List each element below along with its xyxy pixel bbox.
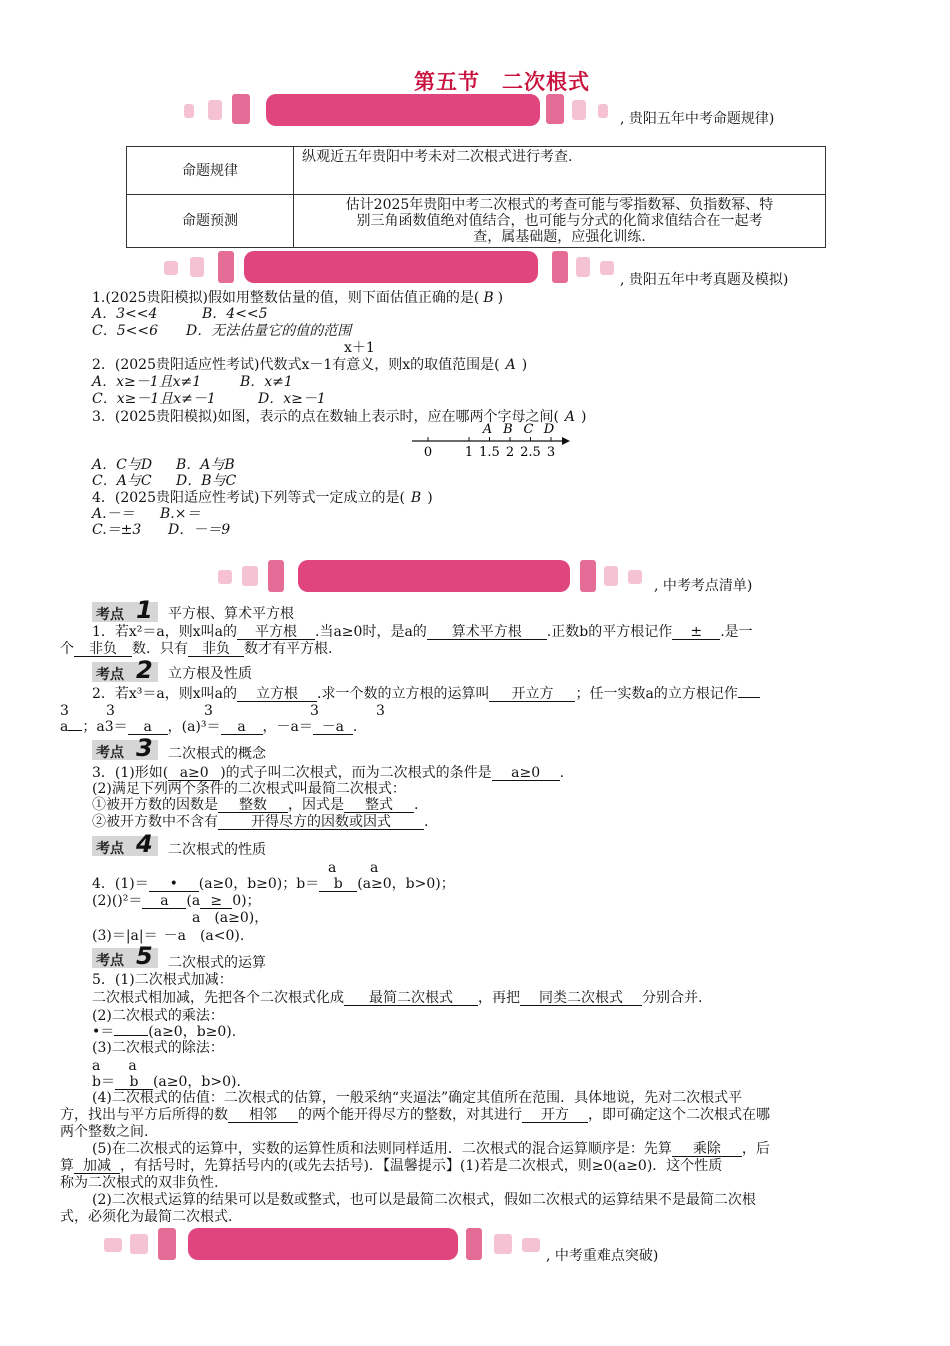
k2-sup-1: 3 <box>60 703 69 719</box>
q1-answer: B <box>483 290 494 306</box>
k2-sup-5: 3 <box>376 703 385 719</box>
question-2: 2．(2025贵阳适应性考试)代数式x－1有意义，则x的取值范围是( A ) <box>92 357 528 373</box>
k4-line-3: a (a≥0)， <box>192 910 269 926</box>
q4-option-d: D．－＝9 <box>168 522 231 538</box>
k3-line-1: 3．(1)形如( a≥0 )的式子叫二次根式，而为二次根式的条件是 a≥0 . <box>92 765 565 781</box>
axis-tick-label: 2.5 <box>520 445 541 460</box>
k5-line-10: 两个整数之间. <box>60 1124 149 1140</box>
axis-point-letter: B <box>503 422 513 437</box>
kaodian-badge-3: 考点 3 <box>92 740 158 760</box>
section-banner-2 <box>160 247 620 287</box>
q2-option-a: A．x≥－1且x≠1 <box>92 374 202 390</box>
k4-line-2: (2)()²＝ a (a ≥ 0)； <box>92 893 261 909</box>
axis-point-letter: D <box>543 422 555 437</box>
rules-body-1: 纵观近五年贵阳中考未对二次根式进行考查. <box>294 147 826 195</box>
k4-line-4: (3)＝|a|＝ －a (a<0). <box>92 928 245 944</box>
section-heading-1: , 贵阳五年中考命题规律) <box>620 111 775 127</box>
k5-line-14: (2)二次根式运算的结果可以是数或整式，也可以是最简二次根式，假如二次根式的运算结果不是最简二次根 <box>92 1192 756 1208</box>
k2-sup-2: 3 <box>106 703 115 719</box>
axis-tick-label: 0 <box>423 445 433 460</box>
section-heading-2: , 贵阳五年中考真题及模拟) <box>620 272 789 288</box>
section-banner-3 <box>214 556 654 596</box>
kaodian-title-1: 平方根、算术平方根 <box>168 606 294 622</box>
k3-line-4: ②被开方数中不含有 开得尽方的因数或因式 . <box>92 814 429 830</box>
kaodian-title-2: 立方根及性质 <box>168 666 252 682</box>
page-title: 第五节 二次根式 <box>414 70 590 94</box>
rules-head-2: 命题预测 <box>127 195 294 248</box>
q3-option-a: A．C与D <box>92 457 153 473</box>
k3-line-2: (2)满足下列两个条件的二次根式叫最简二次根式： <box>92 781 406 797</box>
section-banner-1 <box>180 90 620 130</box>
axis-point-letter: A <box>482 422 493 437</box>
k2-sup-3: 3 <box>204 703 213 719</box>
section-banner-4 <box>100 1224 546 1264</box>
k5-line-5: (3)二次根式的除法： <box>92 1040 224 1056</box>
section-heading-4: , 中考重难点突破) <box>546 1248 659 1264</box>
k5-line-1: 5．(1)二次根式加减： <box>92 972 233 988</box>
q1-option-c: C．5<<6 <box>92 323 158 339</box>
axis-tick-label: 1.5 <box>479 445 500 460</box>
q1-option-d: D．无法估量它的值的范围 <box>186 323 352 339</box>
q3-option-d: D．B与C <box>176 473 237 489</box>
q4-option-c: C.＝±3 <box>92 522 142 538</box>
question-3: 3．(2025贵阳模拟)如图，表示的点在数轴上表示时，应在哪两个字母之间( A ) <box>92 409 587 425</box>
kaodian-badge-1: 考点 1 <box>92 602 158 622</box>
q2-numerator: x＋1 <box>344 340 375 356</box>
k4-frac-top-1: a <box>328 860 337 876</box>
k5-line-8: (4)二次根式的估值：二次根式的估算，一般采纳“夹逼法”确定其值所在范围．具体地说，先对二次根式平 <box>92 1090 743 1106</box>
kaodian-badge-4: 考点 4 <box>92 836 158 856</box>
q2-option-c: C．x≥－1且x≠－1 <box>92 391 216 407</box>
k5-line-15: 式，必须化为最简二次根式. <box>60 1209 233 1225</box>
k5-line-11: (5)在二次根式的运算中，实数的运算性质和法则同样适用．二次根式的混合运算顺序是：先算 乘除 ，后 <box>92 1141 770 1157</box>
kaodian-badge-5: 考点 5 <box>92 948 158 968</box>
q2-option-b: B．x≠1 <box>240 374 293 390</box>
k1-line-1: 1．若x²＝a，则x叫a的 平方根 .当a≥0时，是a的 算术平方根 .正数b的平方根记作 ± .是一 <box>92 624 753 640</box>
k5-line-13: 称为二次根式的双非负性. <box>60 1175 219 1191</box>
number-line <box>410 420 580 460</box>
k2-line-1: 2．若x³＝a，则x叫a的 立方根 .求一个数的立方根的运算叫 开立方 ；任一实数a的立方根记作 <box>92 686 760 702</box>
kaodian-title-4: 二次根式的性质 <box>168 842 266 858</box>
question-4: 4．(2025贵阳适应性考试)下列等式一定成立的是( B ) <box>92 490 433 506</box>
k3-line-3: ①被开方数的因数是 整数 ，因式是 整式 . <box>92 797 419 813</box>
q3-answer: A <box>564 409 576 425</box>
section-heading-3: , 中考考点清单) <box>654 578 753 594</box>
k5-line-4: •＝ (a≥0，b≥0). <box>92 1024 237 1040</box>
axis-tick-label: 3 <box>546 445 556 460</box>
k2-line-2: a ；a3＝ a ，(a)³＝ a ，－a＝ －a . <box>60 719 358 735</box>
question-1: 1.(2025贵阳模拟)假如用整数估量的值，则下面估值正确的是( B ) <box>92 290 504 306</box>
rules-head-1: 命题规律 <box>127 147 294 195</box>
q2-answer: A <box>505 357 516 373</box>
q4-answer: B <box>410 490 422 506</box>
axis-tick-label: 2 <box>505 445 515 460</box>
rules-table <box>126 146 826 248</box>
q1-option-b: B．4<<5 <box>202 306 268 322</box>
q3-option-c: C．A与C <box>92 473 152 489</box>
kaodian-title-5: 二次根式的运算 <box>168 955 266 971</box>
k5-line-6: a a <box>92 1058 137 1074</box>
k5-line-2: 二次根式相加减，先把各个二次根式化成 最简二次根式 ，再把 同类二次根式 分别合并. <box>92 990 703 1006</box>
q4-option-b: B.×＝ <box>160 506 201 522</box>
k4-frac-top-2: a <box>370 860 379 876</box>
q2-option-d: D．x≥－1 <box>258 391 326 407</box>
k5-line-9: 方，找出与平方后所得的数 相邻 的两个能开得尽方的整数，对其进行 开方 ，即可确定这个二次根式在哪 <box>60 1107 770 1123</box>
k5-line-12: 算 加减 ，有括号时，先算括号内的(或先去括号)．【温馨提示】(1)若是二次根式，则≥0(a≥0)．这个性质 <box>60 1158 723 1174</box>
kaodian-title-3: 二次根式的概念 <box>168 746 266 762</box>
k1-line-2: 个 非负 数．只有 非负 数才有平方根. <box>60 641 333 657</box>
q3-option-b: B．A与B <box>176 457 235 473</box>
rules-body-2: 估计2025年贵阳中考二次根式的考查可能与零指数幂、负指数幂、特 别三角函数值绝对值结合，也可能与分式的化简求值结合在一起考 查，属基础题，应强化训练. <box>294 195 826 248</box>
axis-point-letter: C <box>523 422 534 437</box>
kaodian-badge-2: 考点 2 <box>92 662 158 682</box>
q4-option-a: A.－＝ <box>92 506 135 522</box>
q1-option-a: A．3<<4 <box>92 306 158 322</box>
k5-line-7: b＝ b (a≥0，b>0). <box>92 1074 241 1090</box>
k4-line-1: 4．(1)＝ • (a≥0，b≥0)；b＝ b (a≥0，b>0)； <box>92 876 455 892</box>
axis-tick-label: 1 <box>464 445 474 460</box>
k2-sup-4: 3 <box>310 703 319 719</box>
k5-line-3: (2)二次根式的乘法： <box>92 1008 224 1024</box>
